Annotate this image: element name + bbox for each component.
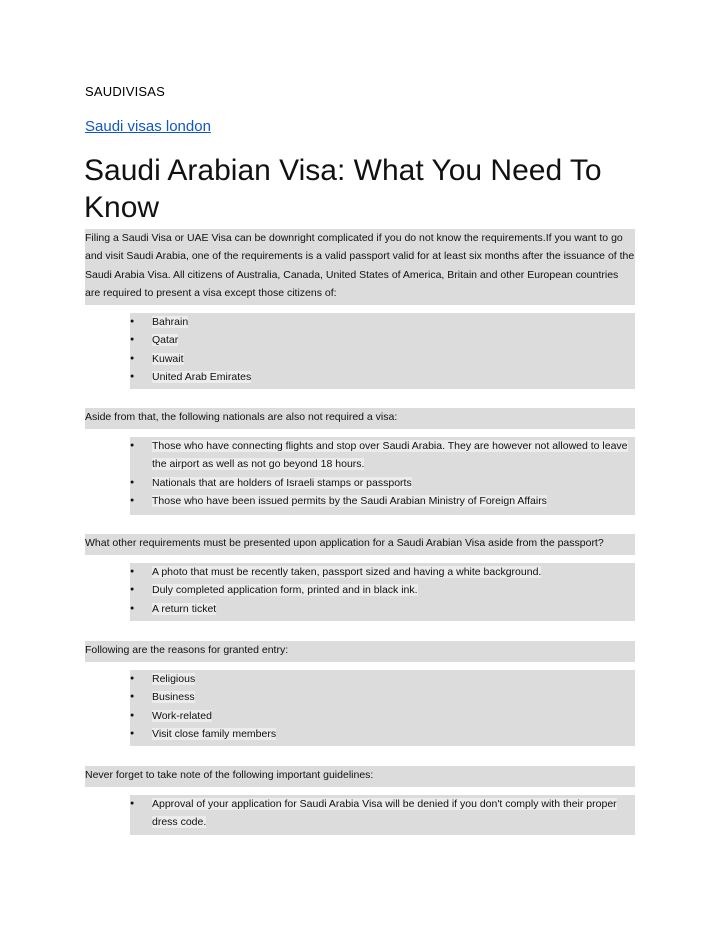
intro-paragraph: Filing a Saudi Visa or UAE Visa can be downright complicated if you do not know the requirements.If you want to go and visit Saudi Arabia, one of the requirements is a valid passport valid for at least six months after the issuance of the Saudi Arabia Visa. All citizens of Australia, Canada, United States of America, Britain and other European countries are required to present a visa except those citizens of: bbox=[85, 232, 635, 299]
reasons-heading: Following are the reasons for granted entry: bbox=[85, 644, 289, 656]
list-item: ● Business bbox=[130, 688, 635, 706]
reasons-list bbox=[130, 670, 635, 746]
list-item: ● Visit close family members bbox=[130, 725, 635, 743]
nationals-heading-block bbox=[85, 408, 635, 429]
list-item: ● Approval of your application for Saudi Arabia Visa will be denied if you don't comply with their proper dress code. bbox=[130, 795, 635, 832]
list-item: ● Those who have been issued permits by the Saudi Arabian Ministry of Foreign Affairs bbox=[130, 492, 635, 510]
list-item: ● A photo that must be recently taken, passport sized and having a white background. bbox=[130, 563, 635, 581]
requirements-heading: What other requirements must be presented upon application for a Saudi Arabian Visa aside from the passport? bbox=[85, 537, 604, 549]
list-item: ● Kuwait bbox=[130, 350, 635, 368]
exempt-countries-list bbox=[130, 313, 635, 389]
guidelines-list bbox=[130, 795, 635, 835]
list-item: ● Those who have connecting flights and stop over Saudi Arabia. They are however not allowed to leave the airport as well as not go beyond 18 hours. bbox=[130, 437, 635, 474]
list-item: ● Duly completed application form, printed and in black ink. bbox=[130, 581, 635, 599]
list-item: ● A return ticket bbox=[130, 600, 635, 618]
site-brand: SAUDIVISAS bbox=[85, 84, 166, 99]
list-item: ● Nationals that are holders of Israeli stamps or passports bbox=[130, 474, 635, 492]
guidelines-heading: Never forget to take note of the following important guidelines: bbox=[85, 769, 374, 781]
list-item: ● Religious bbox=[130, 670, 635, 688]
guidelines-heading-block bbox=[85, 766, 635, 787]
nationals-list bbox=[130, 437, 635, 515]
page-title: Saudi Arabian Visa: What You Need To Know bbox=[84, 154, 602, 224]
list-item: ● United Arab Emirates bbox=[130, 368, 635, 386]
list-item: ● Bahrain bbox=[130, 313, 635, 331]
requirements-heading-block bbox=[85, 534, 635, 555]
list-item: ● Work-related bbox=[130, 707, 635, 725]
requirements-list bbox=[130, 563, 635, 621]
saudi-visas-london-link[interactable]: Saudi visas london bbox=[85, 118, 211, 135]
list-item: ● Qatar bbox=[130, 331, 635, 349]
nationals-heading: Aside from that, the following nationals are also not required a visa: bbox=[85, 411, 398, 423]
reasons-heading-block bbox=[85, 641, 635, 662]
intro-paragraph-block bbox=[85, 229, 635, 305]
